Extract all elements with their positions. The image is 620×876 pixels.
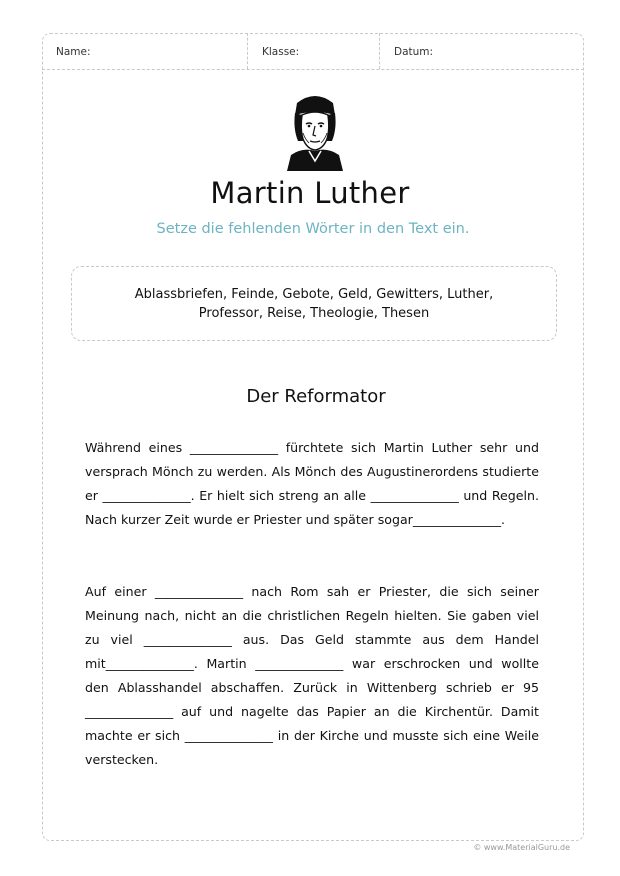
class-field[interactable]: Klasse: xyxy=(248,33,380,69)
date-field[interactable]: Datum: xyxy=(394,46,434,58)
copyright-footer: © www.MaterialGuru.de xyxy=(473,843,570,852)
section-heading: Der Reformator xyxy=(246,386,386,407)
martin-luther-portrait-icon xyxy=(283,89,347,171)
page-title: Martin Luther xyxy=(210,176,410,210)
cloze-paragraph-1: Während eines ______________ fürchtete sich Martin Luther sehr und versprach Mönch zu werden. Als Mönch des Augustinerordens studierte er ______________. Er hielt sich streng an alle ______________ und Regeln. Nach kurzer Zeit wurde er Priester und später sogar______________. xyxy=(85,440,539,527)
header-row xyxy=(42,33,584,70)
cloze-paragraph-2: Auf einer ______________ nach Rom sah er Priester, die sich seiner Meinung nach, nicht an die christlichen Regeln hielten. Sie gaben viel zu viel ______________ aus. Das Geld stammte aus dem Handel mit______________. Martin ______________ war erschrocken und wollte den Ablasshandel abschaffen. Zurück in Wittenberg schrieb er 95 ______________ auf und nagelte das Papier an die Kirchentür. Damit machte er sich ______________ in der Kirche und musste sich eine Weile verstecken. xyxy=(85,584,539,767)
instruction-text: Setze die fehlenden Wörter in den Text ein. xyxy=(156,221,470,237)
word-bank-text: Ablassbriefen, Feinde, Gebote, Geld, Gewitters, Luther, Professor, Reise, Theologie, Thesen xyxy=(134,286,494,321)
name-field[interactable]: Name: xyxy=(42,33,248,69)
word-bank xyxy=(71,266,557,341)
